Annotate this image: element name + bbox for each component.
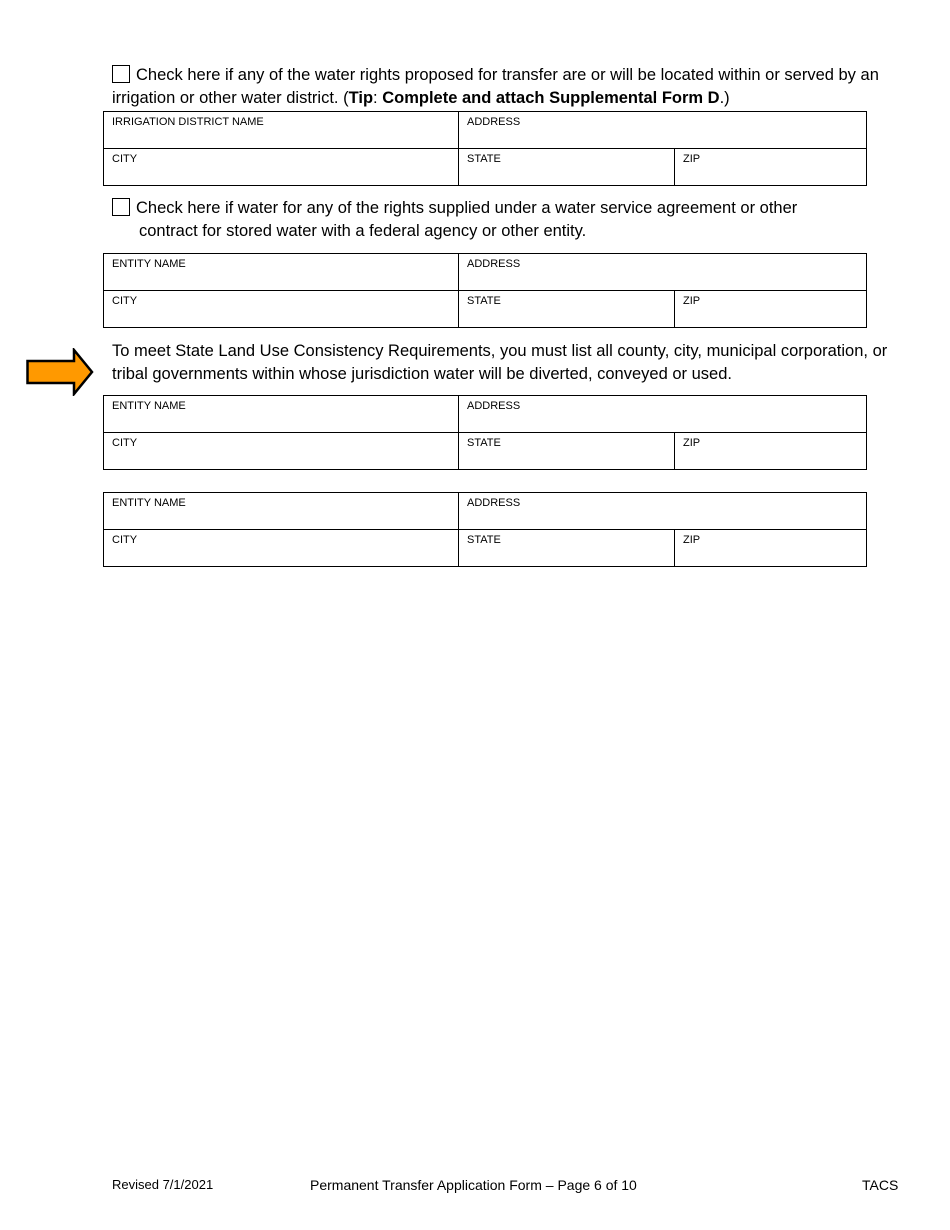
jurisdiction-entity-table-2 <box>103 492 867 567</box>
entity-zip-field[interactable]: ZIP <box>675 433 867 470</box>
footer-revised-date: Revised 7/1/2021 <box>112 1177 214 1192</box>
entity-state-field[interactable]: STATE <box>459 530 675 567</box>
water-service-agreement-statement: Check here if water for any of the rights supplied under a water service agreement or other contract for stored water with a federal agency or other entity. <box>112 197 852 243</box>
irrigation-district-state-field[interactable]: STATE <box>459 149 675 186</box>
irrigation-district-table <box>103 111 867 186</box>
entity-address-field[interactable]: ADDRESS <box>459 396 867 433</box>
arrow-right-icon <box>26 348 94 396</box>
water-service-entity-table <box>103 253 867 328</box>
footer-page-title: Permanent Transfer Application Form – Page 6 of 10 <box>310 1177 637 1193</box>
entity-city-field[interactable]: CITY <box>104 530 459 567</box>
irrigation-district-name-field[interactable]: IRRIGATION DISTRICT NAME <box>104 112 459 149</box>
irrigation-district-checkbox[interactable] <box>112 65 130 83</box>
entity-city-field[interactable]: CITY <box>104 433 459 470</box>
entity-zip-field[interactable]: ZIP <box>675 291 867 328</box>
irrigation-district-zip-field[interactable]: ZIP <box>675 149 867 186</box>
entity-state-field[interactable]: STATE <box>459 433 675 470</box>
jurisdiction-entity-table-1 <box>103 395 867 470</box>
entity-city-field[interactable]: CITY <box>104 291 459 328</box>
entity-zip-field[interactable]: ZIP <box>675 530 867 567</box>
entity-address-field[interactable]: ADDRESS <box>459 254 867 291</box>
entity-name-field[interactable]: ENTITY NAME <box>104 396 459 433</box>
entity-name-field[interactable]: ENTITY NAME <box>104 493 459 530</box>
irrigation-district-statement: Check here if any of the water rights proposed for transfer are or will be located within or served by an irrigation or other water district. (Tip: Complete and attach Supplemental Form D.) <box>112 66 879 107</box>
entity-name-field[interactable]: ENTITY NAME <box>104 254 459 291</box>
irrigation-district-address-field[interactable]: ADDRESS <box>459 112 867 149</box>
footer-form-code: TACS <box>862 1177 899 1193</box>
entity-state-field[interactable]: STATE <box>459 291 675 328</box>
water-service-agreement-checkbox[interactable] <box>112 198 130 216</box>
land-use-consistency-statement: To meet State Land Use Consistency Requirements, you must list all county, city, municipal corporation, or tribal governments within whose jurisdiction water will be diverted, conveyed or used. <box>112 342 888 383</box>
irrigation-district-city-field[interactable]: CITY <box>104 149 459 186</box>
entity-address-field[interactable]: ADDRESS <box>459 493 867 530</box>
